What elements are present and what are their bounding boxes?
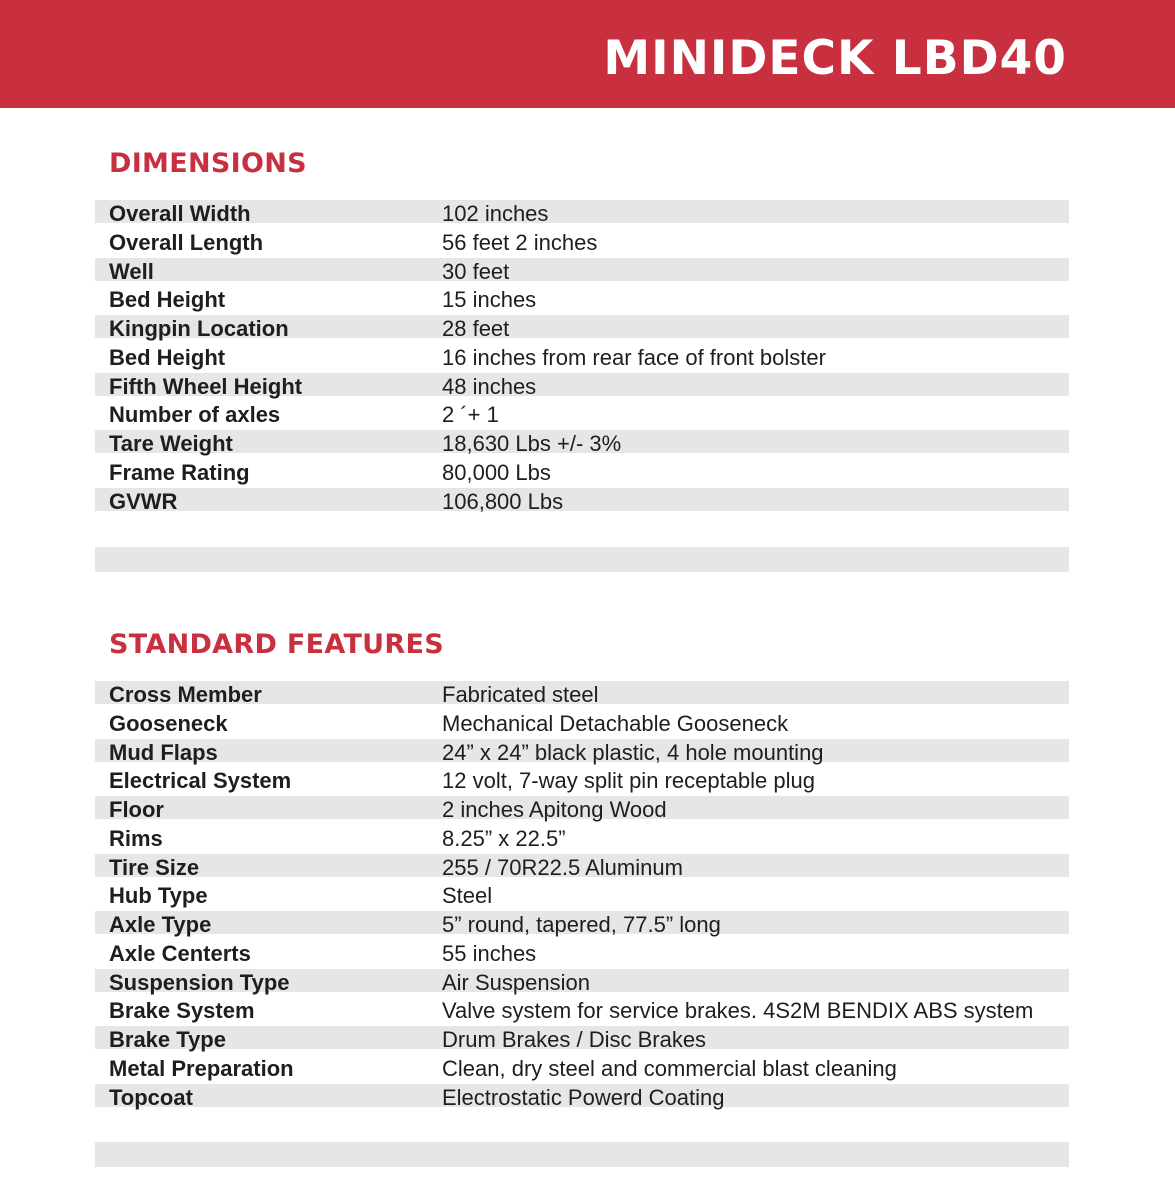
spec-label: Well — [109, 258, 154, 284]
spec-row — [95, 854, 1069, 883]
spec-value: Steel — [442, 883, 493, 909]
spec-value: 80,000 Lbs — [442, 459, 551, 485]
dimensions-footer-bar — [95, 547, 1069, 572]
spec-label: Number of axles — [109, 402, 281, 428]
dimensions-heading: DIMENSIONS — [109, 148, 307, 179]
spec-label: Cross Member — [109, 682, 262, 707]
spec-value: Electrostatic Powerd Coating — [442, 1084, 725, 1110]
spec-value: 8.25” x 22.5” — [442, 825, 566, 851]
spec-value: 18,630 Lbs +/- 3% — [442, 431, 622, 456]
spec-label: Topcoat — [109, 1084, 193, 1110]
spec-value: Air Suspension — [442, 969, 590, 995]
spec-row — [95, 911, 1069, 940]
spec-value: 55 inches — [442, 940, 537, 966]
spec-label: Electrical System — [109, 768, 292, 794]
spec-value: Clean, dry steel and commercial blast cleaning — [442, 1055, 897, 1081]
spec-label: Tire Size — [109, 854, 200, 880]
spec-value: 24” x 24” black plastic, 4 hole mounting — [442, 739, 824, 765]
spec-row — [95, 229, 1069, 258]
spec-row — [95, 710, 1069, 739]
spec-value: Valve system for service brakes. 4S2M BENDIX ABS system — [442, 998, 1034, 1024]
spec-row — [95, 401, 1069, 430]
spec-row — [95, 1026, 1069, 1055]
spec-value: 106,800 Lbs — [442, 488, 564, 514]
spec-value: 102 inches — [442, 201, 549, 226]
spec-label: Tare Weight — [109, 431, 233, 456]
spec-value: Mechanical Detachable Gooseneck — [442, 710, 789, 736]
spec-row — [95, 488, 1069, 517]
spec-value: 2 ´+ 1 — [442, 402, 499, 428]
spec-row — [95, 739, 1069, 768]
spec-row — [95, 1084, 1069, 1113]
spec-label: Rims — [109, 825, 163, 851]
spec-row — [95, 344, 1069, 373]
spec-value: 5” round, tapered, 77.5” long — [442, 912, 721, 937]
spec-value: 12 volt, 7-way split pin receptable plug — [442, 768, 815, 794]
spec-value: 30 feet — [442, 258, 510, 284]
spec-row — [95, 315, 1069, 344]
standard-features-heading: STANDARD FEATURES — [109, 629, 444, 660]
spec-label: Axle Centerts — [109, 940, 251, 966]
spec-value: 48 inches — [442, 373, 537, 399]
spec-row — [95, 997, 1069, 1026]
spec-value: 56 feet 2 inches — [442, 229, 598, 255]
spec-value: Drum Brakes / Disc Brakes — [442, 1027, 707, 1052]
spec-label: Kingpin Location — [109, 316, 289, 341]
standard-features-table — [95, 681, 1069, 1112]
spec-value: 2 inches Apitong Wood — [442, 797, 667, 822]
spec-row — [95, 200, 1069, 229]
document-title: MINIDECK LBD40 — [603, 31, 1067, 86]
spec-row — [95, 882, 1069, 911]
spec-label: Overall Width — [109, 201, 251, 226]
dimensions-table — [95, 200, 1069, 516]
header-band — [0, 0, 1175, 108]
spec-row — [95, 1055, 1069, 1084]
spec-label: Frame Rating — [109, 459, 250, 485]
spec-label: Axle Type — [109, 912, 212, 937]
spec-label: Bed Height — [109, 344, 226, 370]
spec-row — [95, 286, 1069, 315]
spec-row — [95, 258, 1069, 287]
spec-label: Floor — [109, 797, 164, 822]
spec-label: Bed Height — [109, 287, 226, 313]
spec-label: Brake Type — [109, 1027, 226, 1052]
standard-features-footer-bar — [95, 1142, 1069, 1167]
spec-value: 15 inches — [442, 287, 537, 313]
spec-row — [95, 796, 1069, 825]
spec-label: Brake System — [109, 998, 255, 1024]
spec-row — [95, 940, 1069, 969]
spec-label: Metal Preparation — [109, 1055, 294, 1081]
spec-label: Mud Flaps — [109, 739, 218, 765]
spec-row — [95, 430, 1069, 459]
spec-row — [95, 825, 1069, 854]
spec-label: Hub Type — [109, 883, 208, 909]
spec-value: 28 feet — [442, 316, 510, 341]
spec-label: GVWR — [109, 488, 178, 514]
spec-label: Gooseneck — [109, 710, 228, 736]
spec-row — [95, 459, 1069, 488]
spec-label: Suspension Type — [109, 969, 290, 995]
spec-label: Fifth Wheel Height — [109, 373, 303, 399]
spec-row — [95, 969, 1069, 998]
spec-value: 255 / 70R22.5 Aluminum — [442, 854, 683, 880]
spec-row — [95, 681, 1069, 710]
spec-label: Overall Length — [109, 229, 264, 255]
spec-row — [95, 767, 1069, 796]
spec-row — [95, 373, 1069, 402]
spec-value: 16 inches from rear face of front bolster — [442, 344, 826, 370]
spec-value: Fabricated steel — [442, 682, 599, 707]
